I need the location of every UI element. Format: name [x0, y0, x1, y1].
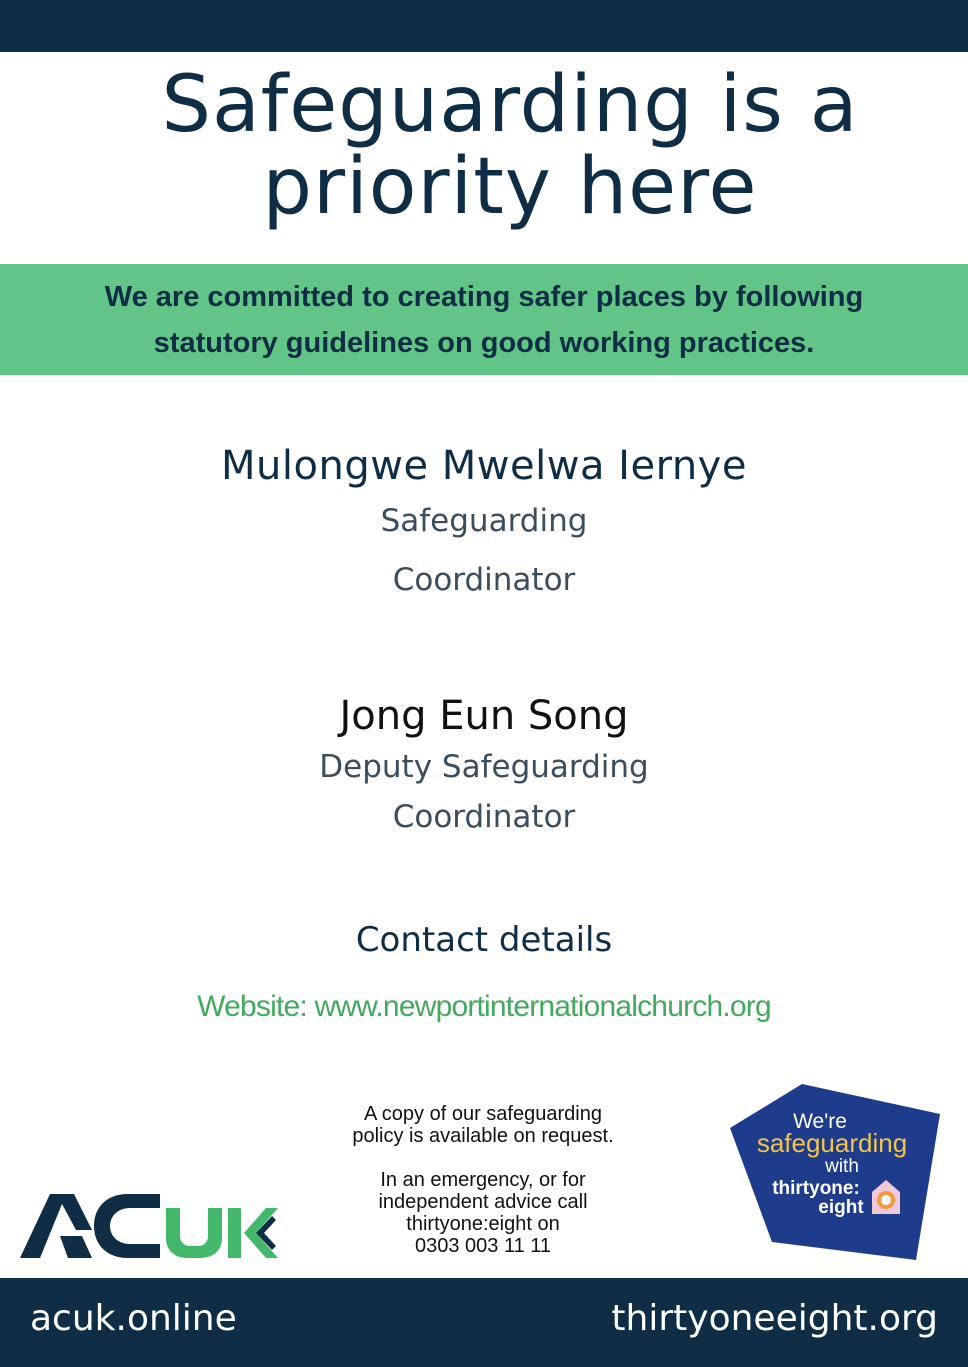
- emergency-advice: [318, 1169, 648, 1257]
- commitment-text: [105, 274, 864, 366]
- person-role: [0, 742, 968, 842]
- emergency-line-2: independent advice call: [378, 1191, 588, 1213]
- person-name: Jong Eun Song: [339, 693, 629, 739]
- person-name: Mulongwe Mwelwa Iernye: [221, 443, 747, 489]
- top-bar: [0, 0, 968, 52]
- emergency-line-1: In an emergency, or for: [380, 1169, 586, 1191]
- policy-notes: [318, 1103, 648, 1257]
- person-role: [0, 492, 968, 610]
- page-title: [100, 60, 920, 232]
- emergency-line-3: thirtyone:eight on: [406, 1213, 560, 1235]
- badge-line-2: safeguarding: [756, 1128, 908, 1158]
- commitment-banner: [0, 264, 968, 375]
- contact-details-heading: Contact details: [355, 920, 613, 960]
- policy-line-2: policy is available on request.: [352, 1125, 614, 1147]
- title-line-1: Safeguarding is a: [161, 60, 859, 150]
- badge-line-5: eight: [818, 1197, 864, 1218]
- policy-availability: [318, 1103, 648, 1147]
- logo-letter-u: [166, 1208, 222, 1258]
- badge-line-3: with: [825, 1156, 859, 1177]
- website-link[interactable]: Website: www.newportinternationalchurch.org: [197, 990, 771, 1023]
- emergency-phone: 0303 003 11 11: [414, 1235, 552, 1257]
- deputy-safeguarding-coordinator: [0, 690, 968, 842]
- thirtyoneeight-badge: [728, 1082, 944, 1262]
- acuk-link[interactable]: acuk.online: [30, 1298, 237, 1339]
- logo-letter-k-stem: [228, 1208, 241, 1258]
- logo-letter-a-crossbar: [60, 1236, 92, 1258]
- thirtyoneeight-link[interactable]: thirtyoneeight.org: [611, 1298, 938, 1339]
- title-line-2: priority here: [262, 142, 758, 232]
- badge-line-1: We're: [793, 1110, 847, 1133]
- commitment-line-2: statutory guidelines on good working practices.: [153, 326, 815, 359]
- policy-line-1: A copy of our safeguarding: [364, 1103, 602, 1125]
- safeguarding-coordinator: [0, 440, 968, 610]
- role-line-2: Coordinator: [392, 562, 576, 598]
- role-line-1: Safeguarding: [380, 503, 588, 539]
- role-line-2: Coordinator: [392, 799, 576, 835]
- commitment-line-1: We are committed to creating safer places by following: [104, 280, 864, 313]
- acuk-logo: [20, 1190, 280, 1262]
- badge-line-4: thirtyone:: [772, 1178, 860, 1199]
- role-line-1: Deputy Safeguarding: [319, 749, 649, 785]
- logo-letter-c: [94, 1194, 160, 1258]
